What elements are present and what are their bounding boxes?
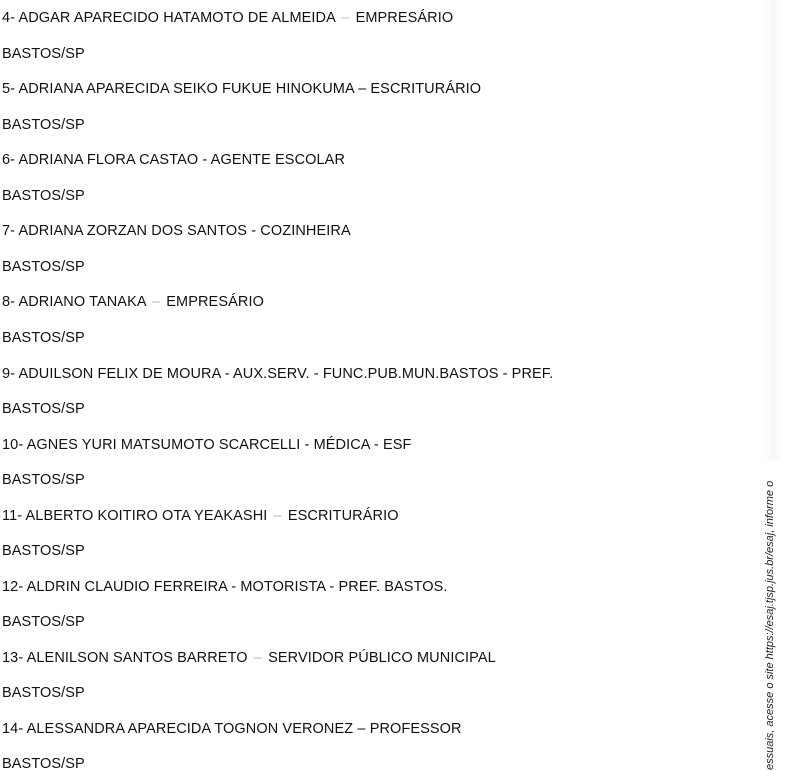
entry-number: 11- bbox=[2, 508, 23, 524]
margin-scan-strip bbox=[764, 0, 782, 460]
entry-location: BASTOS/SP bbox=[2, 117, 85, 133]
entry-name: ADRIANA APARECIDA SEIKO FUKUE HINOKUMA bbox=[18, 81, 354, 97]
entry-separator: – bbox=[341, 10, 350, 26]
entry-occupation: AGENTE ESCOLAR bbox=[210, 152, 346, 168]
entry-occupation: ESCRITURÁRIO bbox=[370, 81, 482, 97]
entry-name: ADGAR APARECIDO HATAMOTO DE ALMEIDA bbox=[18, 10, 336, 26]
entry-number: 13- bbox=[2, 650, 24, 666]
entry-name-line bbox=[2, 222, 351, 240]
entry-location: BASTOS/SP bbox=[2, 756, 85, 772]
entry-location: BASTOS/SP bbox=[2, 401, 85, 417]
entry-location: BASTOS/SP bbox=[2, 685, 85, 701]
entry-name-line bbox=[2, 507, 399, 525]
entry-name: ALESSANDRA APARECIDA TOGNON VERONEZ bbox=[26, 721, 354, 737]
entry-name: ADRIANO TANAKA bbox=[18, 294, 146, 310]
entry-name: ALBERTO KOITIRO OTA YEAKASHI bbox=[25, 508, 268, 524]
entry-name-line bbox=[2, 151, 345, 169]
vertical-margin-note bbox=[760, 460, 784, 777]
entry-location: BASTOS/SP bbox=[2, 188, 85, 204]
entry-occupation: EMPRESÁRIO bbox=[166, 294, 264, 310]
entry-location: BASTOS/SP bbox=[2, 46, 85, 62]
entry-name: ADUILSON FELIX DE MOURA bbox=[18, 366, 221, 382]
entry-number: 4- bbox=[2, 10, 16, 26]
entry-name-line bbox=[2, 578, 448, 596]
entry-separator: - bbox=[251, 223, 257, 239]
entry-separator: – bbox=[357, 721, 366, 737]
entry-number: 6- bbox=[2, 152, 16, 168]
entry-name: ADRIANA FLORA CASTAO bbox=[18, 152, 199, 168]
entry-occupation: COZINHEIRA bbox=[260, 223, 351, 239]
entry-occupation: AUX.SERV. - FUNC.PUB.MUN.BASTOS - PREF. bbox=[232, 366, 554, 382]
entry-number: 7- bbox=[2, 223, 16, 239]
entry-separator: - bbox=[224, 366, 230, 382]
entry-location: BASTOS/SP bbox=[2, 330, 85, 346]
entry-name: AGNES YURI MATSUMOTO SCARCELLI bbox=[26, 437, 301, 453]
entry-location: BASTOS/SP bbox=[2, 614, 85, 630]
entry-number: 12- bbox=[2, 579, 24, 595]
entry-name-line bbox=[2, 649, 496, 667]
entry-occupation: SERVIDOR PÚBLICO MUNICIPAL bbox=[268, 650, 496, 666]
entry-number: 8- bbox=[2, 294, 16, 310]
entry-separator: – bbox=[151, 294, 161, 310]
entry-location: BASTOS/SP bbox=[2, 472, 85, 488]
entry-name-line bbox=[2, 80, 481, 98]
entry-occupation: ESCRITURÁRIO bbox=[287, 508, 399, 524]
entry-separator: – bbox=[273, 508, 282, 524]
entry-name-line bbox=[2, 720, 462, 738]
entry-occupation: MOTORISTA - PREF. BASTOS. bbox=[240, 579, 448, 595]
entry-occupation: MÉDICA - ESF bbox=[313, 437, 412, 453]
entry-separator: - bbox=[304, 437, 310, 453]
entry-name-line bbox=[2, 436, 411, 454]
side-note-text: essuais, acesse o site https://esaj.tjsp.jus.br/esaj, informe o bbox=[764, 480, 776, 770]
entry-number: 5- bbox=[2, 81, 16, 97]
entry-name-line bbox=[2, 9, 453, 27]
entry-occupation: EMPRESÁRIO bbox=[355, 10, 454, 26]
entry-name-line bbox=[2, 293, 264, 311]
entry-name: ALENILSON SANTOS BARRETO bbox=[26, 650, 248, 666]
entry-name: ADRIANA ZORZAN DOS SANTOS bbox=[18, 223, 248, 239]
entry-number: 9- bbox=[2, 366, 16, 382]
entry-number: 10- bbox=[2, 437, 24, 453]
entry-separator: – bbox=[358, 81, 367, 97]
entry-location: BASTOS/SP bbox=[2, 543, 85, 559]
entry-name: ALDRIN CLAUDIO FERREIRA bbox=[26, 579, 228, 595]
entry-separator: - bbox=[231, 579, 237, 595]
entry-number: 14- bbox=[2, 721, 24, 737]
entry-occupation: PROFESSOR bbox=[369, 721, 462, 737]
entry-name-line bbox=[2, 365, 553, 383]
entry-separator: – bbox=[253, 650, 262, 666]
entry-separator: - bbox=[202, 152, 208, 168]
entry-location: BASTOS/SP bbox=[2, 259, 85, 275]
